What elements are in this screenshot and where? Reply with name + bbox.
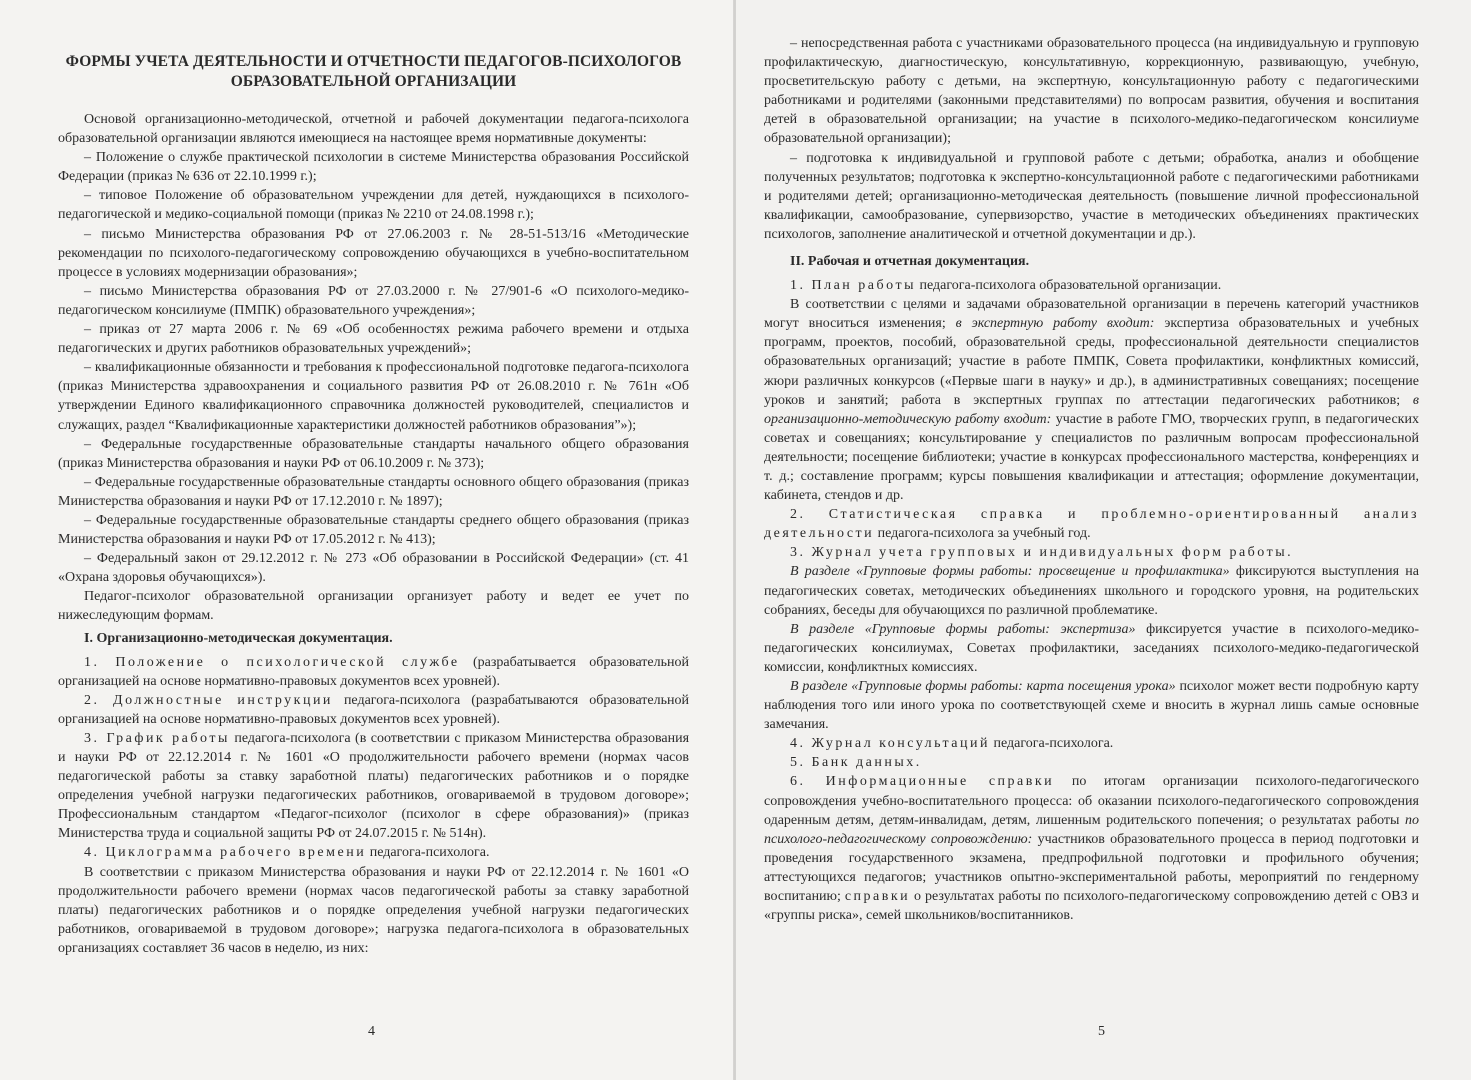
doc-list-item: – квалификационные обязанности и требования к профессиональной подготовке педагога-психолога (приказ Министерства здравоохранения и социального развития РФ от 26.08.2010 г. № 761н «Об утверждении Единого квалификационного справочника должностей руководителей, специалистов и служащих, раздел “Квалификационные характеристики должностей работников образования”»); xyxy=(58,360,689,433)
item-lead: 4. Журнал консультаций xyxy=(790,736,990,752)
text: по итогам организации психолого-педагогического сопровождения учебно-воспитательного процесса: об оказании психолого-педагогического сопровождения одаренным детям, детям-инвалидам, детям, лишенным родительского попечения; о результатах работы xyxy=(764,774,1419,828)
doc-list-item: – письмо Министерства образования РФ от 27.06.2003 г. № 28-51-513/16 «Методические рекомендации по психолого-педагогическому сопровождению обучающихся в учебно-воспитательном процессе в условиях модернизации образования»; xyxy=(58,226,689,280)
item-text: педагога-психолога (разрабатываются образовательной организацией на основе нормативно-правовых документов всех уровней). xyxy=(58,692,689,727)
page-title: ФОРМЫ УЧЕТА ДЕЯТЕЛЬНОСТИ И ОТЧЕТНОСТИ ПЕДАГОГОВ-ПСИХОЛОГОВ ОБРАЗОВАТЕЛЬНОЙ ОРГАНИЗАЦИИ xyxy=(65,53,682,90)
item-statistics xyxy=(764,505,1419,543)
paragraph xyxy=(764,677,1419,734)
paragraph xyxy=(764,620,1419,677)
item-lead: 3. Журнал учета групповых и индивидуальных форм работы. xyxy=(790,545,1294,561)
text: участников образовательного процесса в период подготовки и проведения государственного экзамена, предпрофильной подготовки и профильного обучения; аттестующихся педагогов; участников опытно-экспериментальной работы, мероприятий по гендерному воспитанию; xyxy=(764,831,1419,905)
item-lead: 1. План работы xyxy=(790,278,916,294)
item-databank xyxy=(764,753,1419,772)
item-lead: 3. График работы xyxy=(84,730,230,746)
item-lead: 4. Циклограмма рабочего времени xyxy=(84,845,367,861)
item-lead: 1. Положение о психологической службе xyxy=(84,654,460,670)
text: фиксируется участие в психолого-медико-педагогических консилиумах, Советах профилактики, заседаниях психолого-медико-педагогической комиссии, конфликтных комиссиях. xyxy=(764,621,1419,675)
doc-list-item: – письмо Министерства образования РФ от 27.03.2000 г. № 27/901-6 «О психолого-медико-педагогическом консилиуме (ПМПК) образовательного учреждения»; xyxy=(58,283,689,318)
page-left xyxy=(0,0,735,1080)
text: В соответствии с целями и задачами образовательной организации в перечень категорий участников могут вноситься изменения; xyxy=(764,297,1419,332)
item-info-reports xyxy=(764,772,1419,925)
paragraph xyxy=(764,295,1419,505)
item-journal xyxy=(764,543,1419,562)
text: психолог может вести подробную карту наблюдения того или иного урока по соответствующей схеме и вносить в журнал лишь самые основные замечания. xyxy=(764,679,1419,733)
doc-list-item: – Федеральные государственные образовательные стандарты основного общего образования (приказ Министерства образования и науки РФ от 17.12.2010 г. № 1897); xyxy=(58,474,689,509)
doc-list-item: – Федеральный закон от 29.12.2012 г. № 273 «Об образовании в Российской Федерации» (ст. 41 «Охрана здоровья обучающихся»). xyxy=(58,551,689,586)
spaced-text: справки xyxy=(844,889,911,905)
item-lead: 2. Должностные инструкции xyxy=(84,692,333,708)
text: фиксируются выступления на педагогических советах, методических объединениях школьного и городского уровня, на родительских собраниях, беседы для обучающихся по различной проблематике. xyxy=(764,564,1419,618)
page-right xyxy=(736,0,1471,1080)
item-text: педагога-психолога. xyxy=(366,845,490,861)
italic-text: В разделе «Групповые формы работы: экспертиза» xyxy=(790,621,1136,637)
doc-list-item: – Положение о службе практической психологии в системе Министерства образования Российской Федерации (приказ № 636 от 22.10.1999 г.); xyxy=(58,150,689,185)
item-text: (разрабатывается образовательной организацией на основе нормативно-правовых документов всех уровней). xyxy=(58,654,689,689)
section-heading: II. Рабочая и отчетная документация. xyxy=(790,254,1030,270)
item-consultations xyxy=(764,734,1419,753)
page-number: 5 xyxy=(1098,1024,1105,1039)
doc-list-item: – Федеральные государственные образовательные стандарты среднего общего образования (приказ Министерства образования и науки РФ от 17.05.2012 г. № 413); xyxy=(58,512,689,548)
section-heading: I. Организационно-методическая документация. xyxy=(84,630,393,646)
paragraph: – подготовка к индивидуальной и групповой работе с детьми; обработка, анализ и обобщение полученных результатов; подготовка к экспертно-консультационной работе с педагогическими работниками и родителями детей; организационно-методическая деятельность (повышение личной профессиональной квалификации, самообразование, супервизорство, участие в методических объединениях практических психологов, заполнение аналитической и отчетной документации и др.). xyxy=(764,150,1419,242)
item-lead: 2. Статистическая справка и проблемно-ориентированный анализ деятельности xyxy=(764,507,1419,542)
item-cyclogram xyxy=(58,843,689,862)
item-job-instructions xyxy=(58,691,689,729)
outro-paragraph: Педагог-психолог образовательной организации организует работу и ведет ее учет по нижеследующим формам. xyxy=(58,589,689,624)
doc-list-item: – Федеральные государственные образовательные стандарты начального общего образования (приказ Министерства образования и науки РФ от 06.10.2009 г. № 373); xyxy=(58,436,689,471)
page-number: 4 xyxy=(368,1024,375,1039)
italic-text: В разделе «Групповые формы работы: просвещение и профилактика» xyxy=(790,564,1230,580)
italic-text: по психолого-педагогическому сопровождению: xyxy=(764,812,1419,847)
italic-text: в организационно-методическую работу входит: xyxy=(764,392,1419,427)
item-text: педагога-психолога образовательной организации. xyxy=(915,278,1222,294)
text: участие в работе ГМО, творческих групп, в педагогических советах и совещаниях; консультирование у специалистов по различным вопросам профессиональной деятельности; посещение библиотеки; участие в конкурсах профессионального мастерства, конференциях и т. д.; составление программ; курсы повышения квалификации и аттестация; оформление документации, кабинета, стендов и др. xyxy=(764,411,1419,504)
paragraph xyxy=(764,562,1419,619)
item-text: педагога-психолога (в соответствии с приказом Министерства образования и науки РФ от 22.12.2014 г. № 1601 «О продолжительности рабочего времени (нормах часов педагогической работы за ставку заработной платы) педагогических работников и о порядке определения учебной нагрузки педагогических работников, оговариваемой в трудовом договоре»; Профессиональным стандартом «Педагог-психолог (психолог в сфере образования)» (приказ Министерства труда и социальной защиты РФ от 24.07.2015 г. № 514н). xyxy=(58,730,690,842)
item-lead: 5. Банк данных. xyxy=(790,755,922,771)
paragraph: – непосредственная работа с участниками образовательного процесса (на индивидуальную и групповую профилактическую, диагностическую, консультативную, коррекционную, развивающую, учебную, просветительскую работу с детьми, на экспертную, консультационную работу с педагогическими работниками и родителями (законными представителями) по вопросам развития, обучения и воспитания детей в образовательной организации; на участие в психолого-медико-педагогическом консилиуме образовательной организации); xyxy=(764,36,1419,147)
italic-text: В разделе «Групповые формы работы: карта посещения урока» xyxy=(790,679,1176,694)
intro-paragraph: Основой организационно-методической, отчетной и рабочей документации педагога-психолога образовательной организации являются имеющиеся на настоящее время нормативные документы: xyxy=(58,112,689,147)
text: о результатах работы по психолого-педагогическому сопровождению детей с ОВЗ и «группы риска», семей школьников/воспитанников. xyxy=(764,889,1419,924)
item-work-plan xyxy=(764,276,1419,295)
item-text: педагога-психолога за учебный год. xyxy=(874,526,1091,542)
doc-list-item: – приказ от 27 марта 2006 г. № 69 «Об особенностях режима рабочего времени и отдыха педагогических и других работников образовательных учреждений»; xyxy=(58,322,689,357)
cyclogram-paragraph: В соответствии с приказом Министерства образования и науки РФ от 22.12.2014 г. № 1601 «О продолжительности рабочего времени (нормах часов педагогической работы за ставку заработной платы) педагогических работников и о порядке определения учебной нагрузки педагогических работников, оговариваемой в трудовом договоре»; нагрузка педагога-психолога в образовательных организациях составляет 36 часов в неделю, из них: xyxy=(58,864,689,956)
item-psych-service xyxy=(58,653,689,691)
doc-list-item: – типовое Положение об образовательном учреждении для детей, нуждающихся в психолого-педагогической и медико-социальной помощи (приказ № 2210 от 24.08.1998 г.); xyxy=(58,188,689,223)
item-lead: 6. Информационные справки xyxy=(790,774,1055,790)
item-text: педагога-психолога. xyxy=(990,736,1114,752)
italic-text: в экспертную работу входит: xyxy=(955,316,1155,332)
item-work-schedule xyxy=(58,729,689,844)
text: экспертиза образовательных и учебных программ, проектов, пособий, образовательной среды, профессиональной деятельности специалистов образовательных организаций; участие в работе ПМПК, Совета профилактики, конфликтных комиссий, жюри различных конкурсов («Первые шаги в науку» и др.), в административных совещаниях; посещение уроков и занятий; работа в экспертных группах по аттестации педагогических работников; xyxy=(764,316,1420,408)
